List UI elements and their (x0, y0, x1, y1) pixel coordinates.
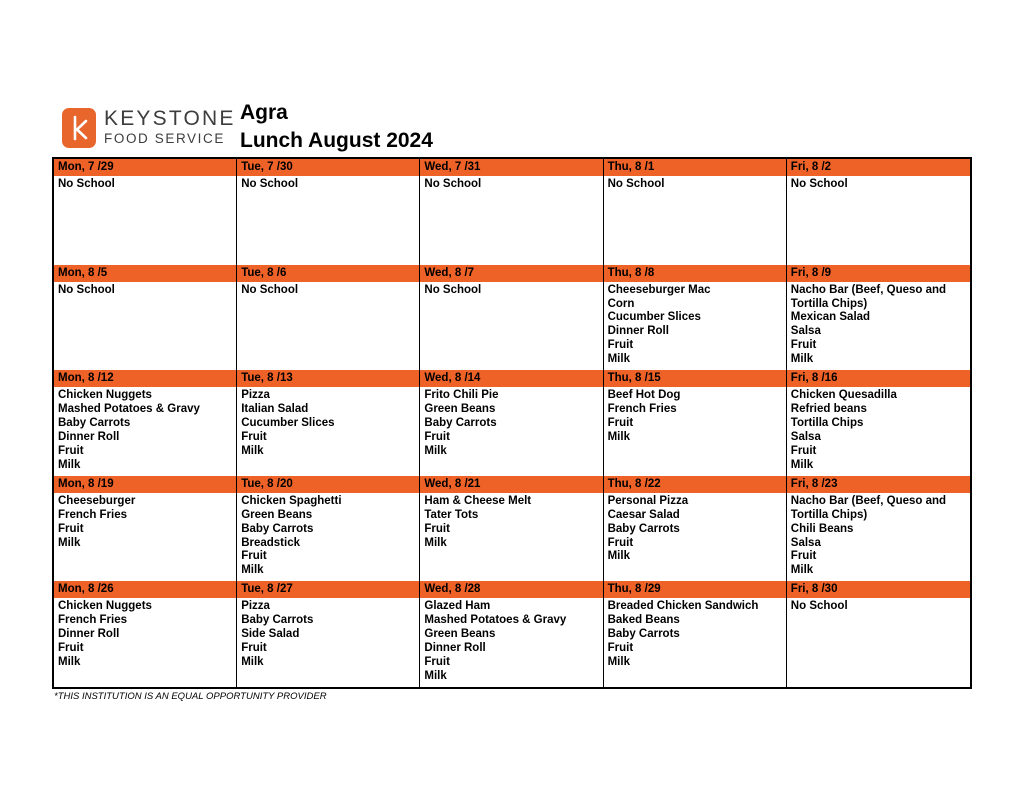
day-cell (237, 581, 420, 687)
menu-items-list (237, 598, 419, 670)
menu-item: Breaded Chicken Sandwich (607, 600, 759, 613)
menu-item: Baby Carrots (58, 417, 131, 429)
day-date-header: Tue, 8 /20 (237, 476, 419, 493)
day-cell (54, 265, 237, 371)
menu-item: Glazed Ham (424, 600, 491, 613)
menu-item: French Fries (58, 614, 128, 627)
menu-item: Fruit (424, 522, 450, 535)
menu-item: Salsa (790, 430, 821, 443)
menu-item: Milk (424, 536, 447, 549)
day-cell (604, 159, 787, 265)
menu-items-list (237, 387, 419, 459)
day-cell (420, 581, 603, 687)
menu-item: Milk (58, 458, 81, 471)
menu-item: Baby Carrots (607, 628, 680, 641)
menu-item: Dinner Roll (424, 642, 486, 655)
menu-item: Milk (790, 353, 814, 366)
menu-item: Milk (607, 353, 630, 366)
menu-item: No School (424, 283, 482, 296)
day-cell (787, 370, 970, 476)
menu-item: No School (607, 178, 665, 190)
menu-item: Milk (790, 458, 814, 471)
menu-item: Refried beans (790, 403, 867, 416)
keystone-logo (62, 103, 236, 149)
menu-item: Chicken Spaghetti (241, 494, 342, 507)
menu-item: Fruit (607, 536, 634, 549)
day-date-header: Mon, 8 /5 (54, 265, 236, 282)
k-logo-icon (62, 108, 96, 148)
menu-item: Green Beans (241, 508, 313, 521)
menu-item: Nacho Bar (Beef, Queso and Tortilla Chips) (790, 494, 947, 521)
menu-item: Milk (607, 550, 630, 563)
menu-item: Fruit (790, 550, 817, 563)
day-date-header: Wed, 8 /28 (420, 581, 602, 598)
day-date-header: Thu, 8 /8 (604, 265, 786, 282)
day-date-header: Wed, 8 /21 (420, 476, 602, 493)
day-cell (54, 159, 237, 265)
menu-item: Milk (241, 656, 264, 669)
menu-item: Pizza (241, 389, 270, 402)
menu-item: Italian Salad (241, 403, 309, 416)
menu-item: Dinner Roll (58, 628, 120, 641)
day-cell (237, 265, 420, 371)
menu-item: Fruit (241, 642, 267, 655)
day-cell (604, 370, 787, 476)
menu-item: Fruit (241, 550, 267, 563)
day-cell (787, 159, 970, 265)
menu-item: Tater Tots (424, 508, 479, 521)
day-date-header: Tue, 8 /13 (237, 370, 419, 387)
menu-items-list (54, 282, 236, 298)
menu-items-list (787, 493, 970, 578)
menu-items-list (54, 387, 236, 472)
day-date-header: Tue, 7 /30 (237, 159, 419, 176)
menu-item: Milk (790, 564, 814, 577)
menu-item: No School (241, 283, 299, 296)
menu-item: Tortilla Chips (790, 417, 864, 429)
menu-item: Fruit (790, 444, 817, 457)
menu-items-list (787, 176, 970, 192)
menu-items-list (237, 282, 419, 298)
day-date-header: Thu, 8 /1 (604, 159, 786, 176)
menu-items-list (420, 282, 602, 298)
day-date-header: Tue, 8 /6 (237, 265, 419, 282)
menu-item: Milk (607, 656, 630, 669)
menu-item: Nacho Bar (Beef, Queso and Tortilla Chips) (790, 283, 947, 310)
menu-item: Fruit (58, 522, 84, 535)
menu-item: Corn (607, 297, 635, 310)
day-date-header: Thu, 8 /22 (604, 476, 786, 493)
menu-item: Cucumber Slices (241, 417, 335, 429)
menu-items-list (604, 493, 786, 565)
menu-item: Baby Carrots (241, 522, 314, 535)
menu-item: Cucumber Slices (607, 311, 701, 324)
menu-item: Mashed Potatoes & Gravy (58, 403, 200, 416)
day-date-header: Mon, 8 /12 (54, 370, 236, 387)
menu-items-list (787, 598, 970, 614)
menu-items-list (420, 598, 602, 683)
menu-item: No School (58, 178, 115, 190)
footnote: *THIS INSTITUTION IS AN EQUAL OPPORTUNITY PROVIDER (54, 691, 327, 702)
menu-item: Baby Carrots (241, 614, 314, 627)
menu-items-list (420, 493, 602, 551)
menu-item: Breadstick (241, 536, 300, 549)
menu-items-list (420, 387, 602, 459)
menu-item: Fruit (607, 339, 634, 352)
day-cell (787, 581, 970, 687)
day-cell (54, 476, 237, 582)
menu-items-list (604, 282, 786, 367)
day-cell (237, 159, 420, 265)
logo-wordmark-bottom: FOOD SERVICE (104, 131, 225, 146)
menu-item: Fruit (424, 656, 450, 669)
menu-item: Chicken Quesadilla (790, 389, 897, 402)
menu-item: Fruit (58, 642, 84, 655)
menu-item: No School (424, 178, 482, 190)
menu-item: Milk (241, 444, 264, 457)
menu-items-list (237, 176, 419, 192)
menu-item: Fruit (58, 444, 84, 457)
day-date-header: Wed, 8 /7 (420, 265, 602, 282)
menu-item: Mexican Salad (790, 311, 871, 324)
menu-title: Lunch August 2024 (240, 129, 433, 152)
menu-item: Milk (58, 656, 81, 669)
day-date-header: Mon, 8 /19 (54, 476, 236, 493)
day-date-header: Thu, 8 /15 (604, 370, 786, 387)
menu-item: Milk (241, 564, 264, 577)
day-date-header: Fri, 8 /16 (787, 370, 970, 387)
day-cell (604, 581, 787, 687)
menu-items-list (604, 387, 786, 445)
day-date-header: Mon, 8 /26 (54, 581, 236, 598)
menu-item: Baked Beans (607, 614, 680, 627)
menu-item: No School (790, 178, 848, 190)
menu-items-list (54, 598, 236, 670)
day-cell (420, 265, 603, 371)
menu-item: Beef Hot Dog (607, 389, 681, 402)
day-cell (420, 370, 603, 476)
menu-item: No School (790, 600, 848, 613)
menu-item: Chicken Nuggets (58, 389, 152, 402)
day-cell (237, 370, 420, 476)
menu-item: Dinner Roll (58, 430, 120, 443)
menu-items-list (604, 176, 786, 192)
menu-item: Green Beans (424, 628, 496, 641)
menu-item: Milk (58, 536, 81, 549)
day-cell (604, 265, 787, 371)
day-cell (420, 476, 603, 582)
day-date-header: Fri, 8 /9 (787, 265, 970, 282)
menu-item: Chicken Nuggets (58, 600, 152, 613)
menu-items-list (420, 176, 602, 192)
menu-item: Chili Beans (790, 522, 854, 535)
day-date-header: Fri, 8 /2 (787, 159, 970, 176)
menu-items-list (54, 493, 236, 551)
menu-item: Cheeseburger (58, 494, 136, 507)
menu-item: French Fries (58, 508, 128, 521)
menu-item: Side Salad (241, 628, 300, 641)
menu-item: Personal Pizza (607, 494, 689, 507)
menu-items-list (604, 598, 786, 670)
logo-wordmark-top: KEYSTONE (104, 107, 236, 130)
day-cell (54, 370, 237, 476)
day-cell (420, 159, 603, 265)
menu-item: Fruit (607, 642, 634, 655)
day-date-header: Fri, 8 /30 (787, 581, 970, 598)
menu-item: Milk (424, 669, 447, 682)
menu-items-list (54, 176, 236, 192)
menu-item: French Fries (607, 403, 677, 416)
lunch-calendar-grid (52, 157, 972, 689)
menu-item: Baby Carrots (424, 417, 497, 429)
menu-item: Fruit (424, 430, 450, 443)
menu-item: No School (241, 178, 299, 190)
menu-item: Milk (607, 430, 630, 443)
menu-item: Dinner Roll (607, 325, 669, 338)
menu-item: Ham & Cheese Melt (424, 494, 532, 507)
menu-item: Salsa (790, 536, 821, 549)
day-date-header: Wed, 7 /31 (420, 159, 602, 176)
day-date-header: Mon, 7 /29 (54, 159, 236, 176)
menu-items-list (237, 493, 419, 578)
day-cell (787, 476, 970, 582)
menu-item: Baby Carrots (607, 522, 680, 535)
menu-item: Fruit (241, 430, 267, 443)
day-date-header: Wed, 8 /14 (420, 370, 602, 387)
menu-item: Milk (424, 444, 447, 457)
day-cell (54, 581, 237, 687)
day-date-header: Thu, 8 /29 (604, 581, 786, 598)
menu-item: Cheeseburger Mac (607, 283, 711, 296)
menu-item: Fruit (790, 339, 817, 352)
menu-item: Frito Chili Pie (424, 389, 499, 402)
menu-item: No School (58, 283, 115, 296)
menu-item: Fruit (607, 417, 634, 429)
day-date-header: Fri, 8 /23 (787, 476, 970, 493)
day-date-header: Tue, 8 /27 (237, 581, 419, 598)
menu-item: Salsa (790, 325, 821, 338)
day-cell (604, 476, 787, 582)
menu-items-list (787, 387, 970, 472)
day-cell (787, 265, 970, 371)
menu-item: Pizza (241, 600, 270, 613)
menu-item: Green Beans (424, 403, 496, 416)
school-name: Agra (240, 101, 288, 124)
menu-item: Mashed Potatoes & Gravy (424, 614, 567, 627)
menu-items-list (787, 282, 970, 367)
menu-item: Caesar Salad (607, 508, 680, 521)
day-cell (237, 476, 420, 582)
